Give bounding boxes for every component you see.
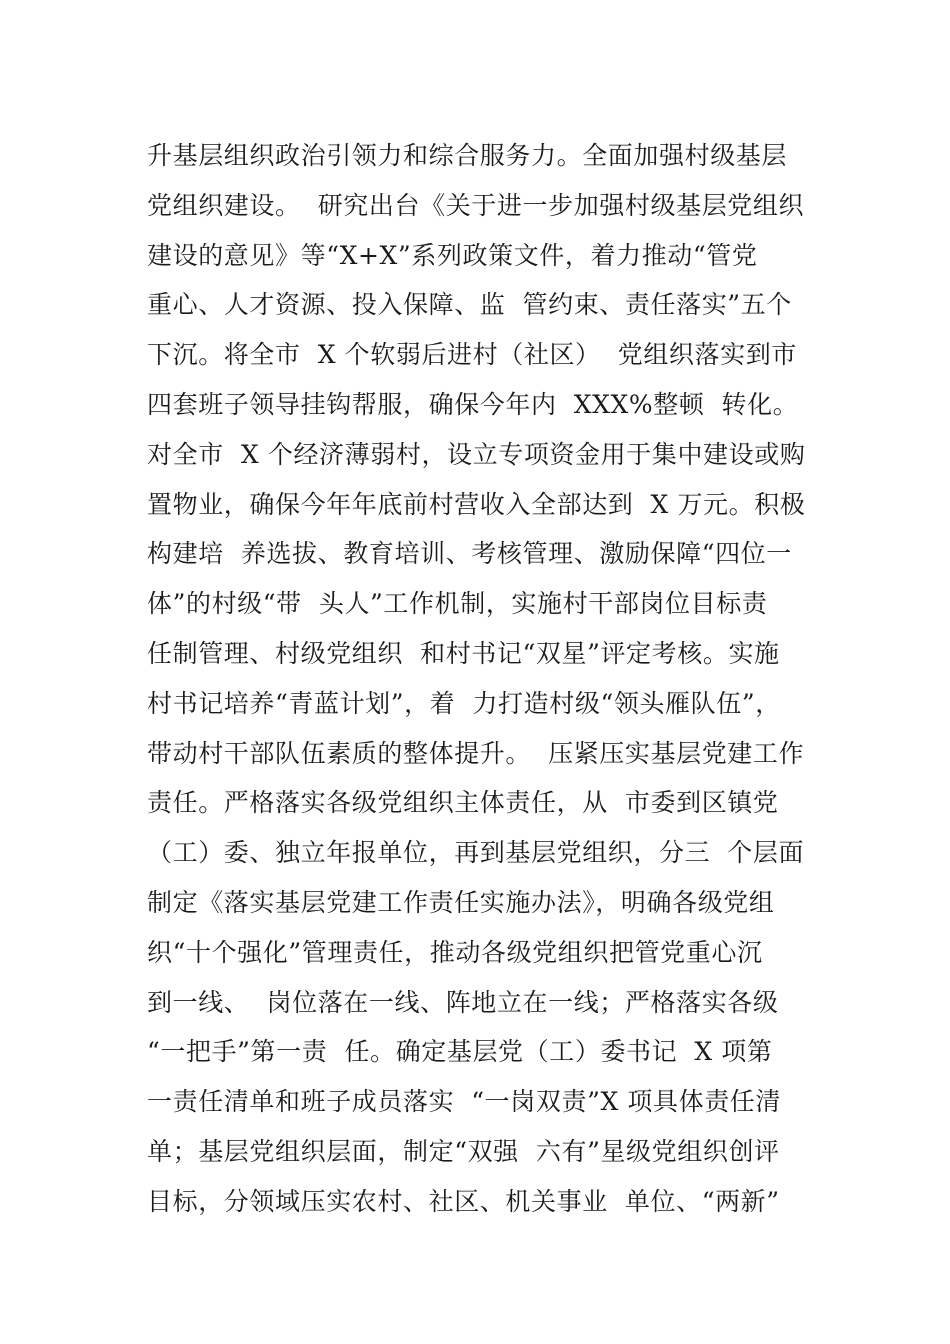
text-line: 单；基层党组织层面，制定“双强 六有”星级党组织创评 xyxy=(147,1136,780,1166)
text-line: “一把手”第一责 任。确定基层党（工）委书记 X 项第 xyxy=(147,1037,773,1067)
text-line: 构建培 养选拔、教育培训、考核管理、激励保障“四位一 xyxy=(147,539,792,569)
text-line: 到一线、 岗位落在一线、阵地立在一线；严格落实各级 xyxy=(147,987,779,1017)
text-line: 置物业，确保今年年底前村营收入全部达到 X 万元。积极 xyxy=(147,489,806,519)
text-line: 对全市 X 个经济薄弱村，设立专项资金用于集中建设或购 xyxy=(147,439,806,469)
text-line: 升基层组织政治引领力和综合服务力。全面加强村级基层 xyxy=(147,141,788,170)
text-line: 建设的意见》等“X+X”系列政策文件，着力推动“管党 xyxy=(147,240,758,270)
text-line: 党组织建设。 研究出台《关于进一步加强村级基层党组织 xyxy=(147,190,805,220)
text-line: （工）委、独立年报单位，再到基层党组织，分三 个层面 xyxy=(147,838,805,868)
text-line: 任制管理、村级党组织 和村书记“双星”评定考核。实施 xyxy=(147,638,780,668)
text-line: 重心、人才资源、投入保障、监 管约束、责任落实”五个 xyxy=(147,290,792,320)
text-line: 带动村干部队伍素质的整体提升。 压紧压实基层党建工作 xyxy=(147,738,805,768)
text-line: 制定《落实基层党建工作责任实施办法》，明确各级党组 xyxy=(147,887,775,917)
text-line: 四套班子领导挂钩帮服，确保今年内 XXX%整顿 转化。 xyxy=(147,389,799,419)
text-line: 织“十个强化”管理责任，推动各级党组织把管党重心沉 xyxy=(147,937,763,967)
text-line: 体”的村级“带 头人”工作机制，实施村干部岗位目标责 xyxy=(147,589,768,619)
text-line: 下沉。将全市 X 个软弱后进村（社区） 党组织落实到市 xyxy=(147,340,797,370)
text-line: 村书记培养“青蓝计划”，着 力打造村级“领头雁队伍”， xyxy=(147,688,781,718)
text-line: 目标，分领域压实农村、社区、机关事业 单位、“两新” xyxy=(147,1186,780,1216)
text-line: 责任。严格落实各级党组织主体责任，从 市委到区镇党 xyxy=(147,788,779,818)
body-text xyxy=(147,131,827,1227)
text-line: 一责任清单和班子成员落实 “一岗双责”X 项具体责任清 xyxy=(147,1087,782,1117)
